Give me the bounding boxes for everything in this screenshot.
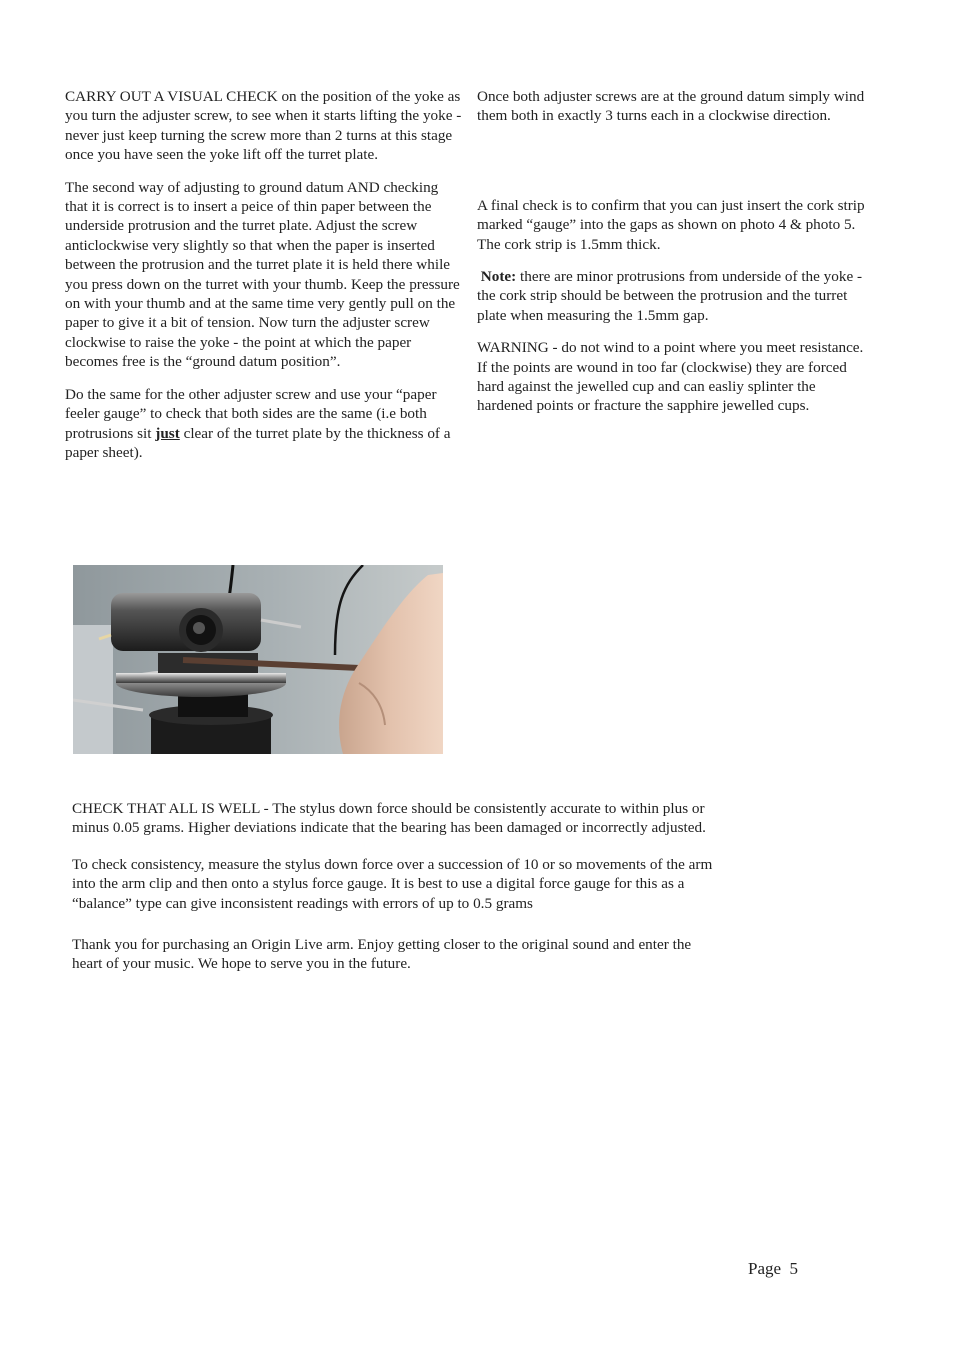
tonearm-adjustment-photo [73,565,443,754]
page-number: Page 5 [748,1259,799,1278]
bottom-section [72,799,722,974]
note-text: there are minor protrusions from underside of the yoke - the cork strip should be between the protrusion and the turret plate when measuring the 1.5mm gap. [477,268,863,324]
check-all-well-paragraph: CHECK THAT ALL IS WELL - The stylus down force should be consistently accurate to within plus or minus 0.05 grams. Higher deviations indicate that the bearing has been damaged or incorrectly adjusted. [72,800,706,837]
other-screw-text-start: Do the same for the other adjuster screw and use your “paper feeler gauge” to check that both sides are the same (i.e both protrusions sit [65,385,437,442]
tonearm-photo-illustration [73,565,443,754]
just-emphasis: just [155,424,180,442]
thank-you-paragraph: Thank you for purchasing an Origin Live arm. Enjoy getting closer to the original sound and enter the heart of your music. We hope to serve you in the future. [72,936,692,973]
other-screw-paragraph [65,385,463,463]
consistency-paragraph: To check consistency, measure the stylus down force over a succession of 10 or so movements of the arm into the arm clip and then onto a stylus force gauge. It is best to use a digital force gauge for this as a “balance” type can give inconsistent readings with errors of up to 0.5 grams [72,855,713,912]
other-screw-text-end: clear of the turret plate by the thickness of a paper sheet). [65,424,451,461]
note-paragraph [477,267,869,325]
wind-in-paragraph: Once both adjuster screws are at the ground datum simply wind them both in exactly 3 turns each in a clockwise direction. [477,88,865,125]
visual-check-paragraph: CARRY OUT A VISUAL CHECK on the position of the yoke as you turn the adjuster screw, to see when it starts lifting the yoke - never just keep turning the screw more than 2 turns at this stage once you have seen the yoke lift off the turret plate. [65,88,462,164]
warning-paragraph: WARNING - do not wind to a point where you meet resistance. If the points are wound in too far (clockwise) they are forced hard against the jewelled cup and can easliy splinter the hardened points or fracture the sapphire jewelled cups. [477,339,864,415]
final-check-paragraph: A final check is to confirm that you can just insert the cork strip marked “gauge” into the gaps as shown on photo 4 & photo 5. The cork strip is 1.5mm thick. [477,196,865,253]
right-column [477,87,869,416]
note-label: Note: [480,268,517,286]
left-column [65,87,463,462]
ground-datum-paragraph: The second way of adjusting to ground datum AND checking that it is correct is to insert a peice of thin paper between the underside protrusion and the turret plate. Adjust the screw anticlockwise very slightly so that when the paper is inserted between the protrusion and the turret plate it is held there while you press down on the turret with your thumb. Keep the pressure on with your thumb and at the same time very gently pull on the paper to give it a bit of tension. Now turn the adjuster screw clockwise to raise the yoke - the point at which the paper becomes free is the “ground datum position”. [65,178,460,371]
